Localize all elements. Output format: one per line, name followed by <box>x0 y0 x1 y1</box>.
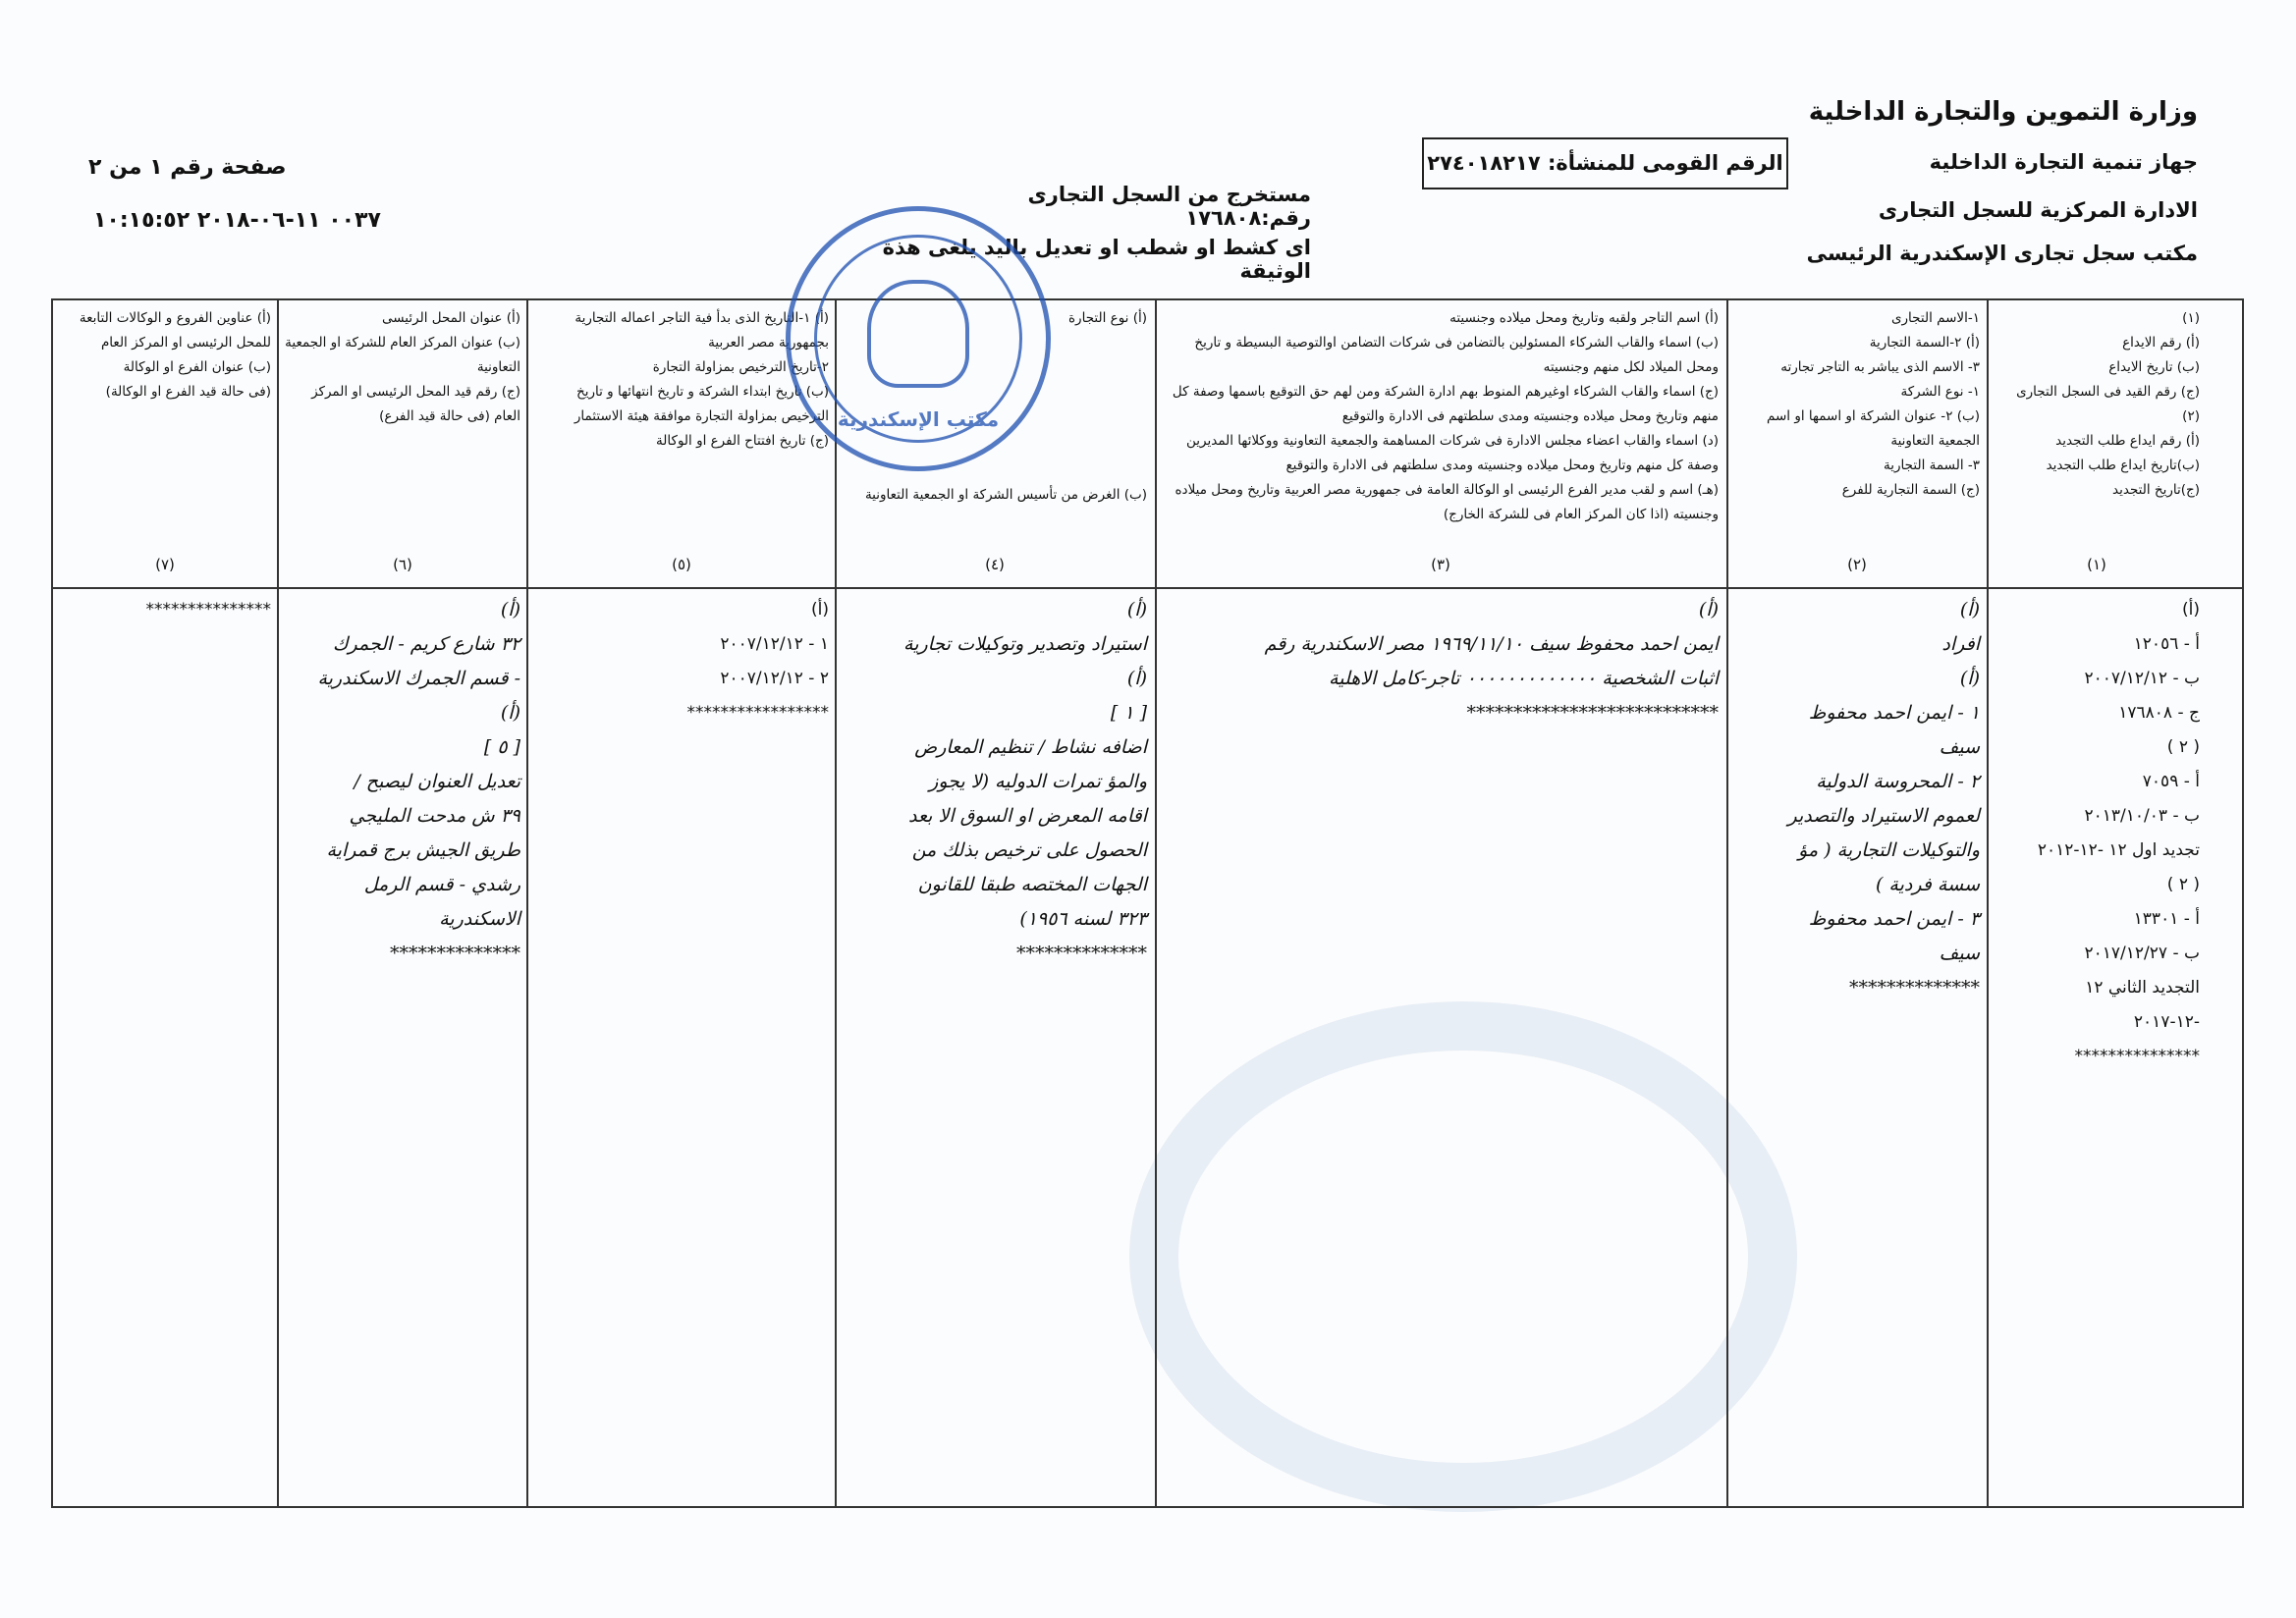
column-number: (٧) <box>155 556 175 573</box>
timestamp: ٠٠٣٧ ١١-٠٦-٢٠١٨ ١٠:١٥:٥٢ <box>93 208 381 233</box>
header-cell-4: (أ) نوع التجارة (ب) الغرض من تأسيس الشركة او الجمعية التعاونية <box>864 310 1147 503</box>
national-id-box: الرقم القومى للمنشأة: ٢٧٤٠١٨٢١٧ <box>1422 137 1788 189</box>
department-title: الادارة المركزية للسجل التجارى <box>1878 198 2198 222</box>
body-cell-4: (أ) استيراد وتصدير وتوكيلات تجارية (أ) [ ١ ] اضافه نشاط / تنظيم المعارض والمؤ تمرات الدوليه (لا يجوز اقامه المعرض او السوق الا بعد الحصول على ترخيص بذلك من الجهات المختصه طبقا للقانون ٣٢٣ لسنه ١٩٥٦) ************** <box>903 599 1147 964</box>
tamper-warning: اى كشط او شطب او تعديل باليد يلغى هذة الوثيقة <box>882 236 1311 283</box>
column-number: (٣) <box>1431 556 1450 573</box>
column-number: (١) <box>2087 556 2106 573</box>
column-number: (٤) <box>985 556 1005 573</box>
col-divider <box>277 298 279 1508</box>
body-cell-7: *************** <box>145 600 271 620</box>
col-divider <box>1987 298 1989 1508</box>
header-divider <box>51 587 2244 589</box>
col-divider <box>526 298 528 1508</box>
header-cell-5: (أ) ١-التاريخ الذى بدأ فية التاجر اعماله التجارية بجمهورية مصر العربية ٢-تاريخ الترخيص بمزاولة التجارة (ب) تاريخ ابتداء الشركة و تاريخ انتهائها و تاريخ الترخيص بمزاولة التجارة موافقة هيئة الاستثمار (ج) تاريخ افتتاح الفرع او الوكالة <box>574 310 829 449</box>
eagle-emblem-icon <box>867 280 969 388</box>
column-number: (٥) <box>672 556 691 573</box>
header-cell-3: (أ) اسم التاجر ولقبه وتاريخ ومحل ميلاده وجنسيته (ب) اسماء والقاب الشركاء المسئولين بالتضامن فى شركات التضامن اوالتوصية البسيطة و تاريخ ومحل الميلاد لكل منهم وجنسيته (ج) اسماء والقاب الشركاء اوغيرهم المنوط بهم ادارة الشركة ومن لهم حق التوقيع باسمها وصفة كل منهم وتاريخ ومحل ميلاده وجنسيته ومدى سلطتهم فى الادارة والتوقيع (د) اسماء والقاب اعضاء مجلس الادارة فى شركات المساهمة والجمعية التعاونية ووكلائها المديرين وصفة كل منهم وتاريخ ومحل ميلاده وجنسيته ومدى سلطتهم فى الادارة والتوقيع (هـ) اسم و لقب مدير الفرع الرئيسى او الوكالة العامة فى جمهورية مصر العربية وتاريخ ومحل ميلاده وجنسيته (اذا كان المركز العام فى للشركة الخارج) <box>1172 310 1719 522</box>
page-number: صفحة رقم ١ من ٢ <box>88 155 287 180</box>
body-cell-5: (أ) ١ - ٢٠٠٧/١٢/١٢ ٢ - ٢٠٠٧/١٢/١٢ ***************** <box>686 600 829 723</box>
header-cell-1: (١) (أ) رقم الايداع (ب) تاريخ الايداع (ج) رقم القيد فى السجل التجارى (٢) (أ) رقم ايداع طلب التجديد (ب)تاريخ ايداع طلب التجديد (ج)تاريخ التجديد <box>2016 310 2200 498</box>
column-number: (٦) <box>393 556 412 573</box>
ministry-title: وزارة التموين والتجارة الداخلية <box>1808 97 2198 127</box>
stamp-text: مكتب الإسكندرية <box>837 407 1000 431</box>
header-cell-6: (أ) عنوان المحل الرئيسى (ب) عنوان المركز العام للشركة او الجمعية التعاونية (ج) رقم قيد المحل الرئيسى او المركز العام (فى حالة قيد الفرع) <box>285 310 520 424</box>
col-divider <box>1155 298 1157 1508</box>
body-cell-2: (أ) افراد (أ) ١ - ايمن احمد محفوظ سيف ٢ - المحروسة الدولية لعموم الاستيراد والتصدير والتوكيلات التجارية ( مؤ سسة فردية ) ٣ - ايمن احمد محفوظ سيف ************** <box>1787 599 1980 998</box>
column-number: (٢) <box>1847 556 1867 573</box>
col-divider <box>1726 298 1728 1508</box>
body-cell-6: (أ) ٣٢ شارع كريم - الجمرك - قسم الجمرك الاسكندرية (أ) [ ٥ ] تعديل العنوان ليصبح / ٣٩ ش مدحت المليجي طريق الجيش برج قمراية رشدي - قسم الرمل الاسكندرية ************** <box>317 599 520 964</box>
office-title: مكتب سجل تجارى الإسكندرية الرئيسى <box>1806 242 2198 265</box>
header-cell-2: ١-الاسم التجارى (أ) ٢-السمة التجارية ٣- الاسم الذى يباشر به التاجر تجارته ١- نوع الشركة (ب) ٢- عنوان الشركة او اسمها او اسم الجمعية التعاونية ٣- السمة التجارية (ج) السمة التجارية للفرع <box>1766 310 1980 498</box>
official-stamp <box>786 206 1051 471</box>
body-cell-3: (أ) ايمن احمد محفوظ سيف ١٩٦٩/١١/١٠ مصر الاسكندرية رقم اثبات الشخصية ٠٠٠٠٠٠٠٠٠٠٠٠٠ تاجر-كامل الاهلية *************************** <box>1264 599 1719 724</box>
agency-title: جهاز تنمية التجارة الداخلية <box>1929 150 2198 174</box>
body-cell-1: (أ) أ - ١٢٠٥٦ ب - ٢٠٠٧/١٢/١٢ ج - ١٧٦٨٠٨ ( ٢ ) أ - ٧٠٥٩ ب - ٢٠١٣/١٠/٠٣ تجديد اول ١٢ -١٢-٢٠١٢ ( ٢ ) أ - ١٣٣٠١ ب - ٢٠١٧/١٢/٢٧ التجديد الثاني ١٢ -١٢-٢٠١٧ *************** <box>2037 600 2200 1066</box>
extract-number: مستخرج من السجل التجارى رقم:١٧٦٨٠٨ <box>1027 183 1311 230</box>
header-cell-7: (أ) عناوين الفروع و الوكالات التابعة للمحل الرئيسى او المركز العام (ب) عنوان الفرع او الوكالة (فى حالة قيد الفرع او الوكالة) <box>79 310 271 400</box>
col-divider <box>835 298 837 1508</box>
